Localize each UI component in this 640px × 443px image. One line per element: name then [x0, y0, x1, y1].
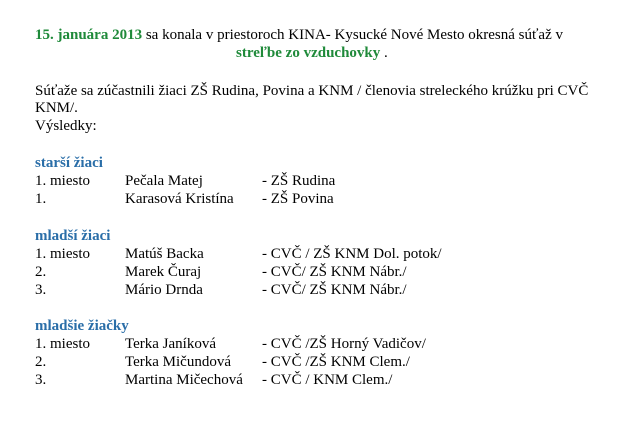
discipline-end: .: [380, 45, 388, 61]
result-row: [0, 354, 640, 371]
results-label: Výsledky:: [35, 118, 97, 134]
result-name: Matúš Backa: [125, 246, 204, 262]
result-name: Karasová Kristína: [125, 191, 234, 207]
discipline-line: [236, 45, 388, 62]
result-place: 1. miesto: [35, 173, 90, 189]
result-row: [0, 336, 640, 353]
result-place: 1.: [35, 191, 47, 207]
intro-line: [35, 27, 563, 44]
result-row: [0, 191, 640, 208]
result-school: - CVČ / ZŠ KNM Dol. potok/: [262, 246, 442, 262]
section-title-mladsie-ziacky: mladšie žiačky: [35, 318, 129, 334]
result-name: Terka Janíková: [125, 336, 216, 352]
result-school: - CVČ/ ZŠ KNM Nábr./: [262, 282, 407, 298]
result-place: 2.: [35, 264, 47, 280]
result-school: - ZŠ Povina: [262, 191, 334, 207]
result-school: - ZŠ Rudina: [262, 173, 336, 189]
result-name: Terka Mičundová: [125, 354, 231, 370]
participants-line-1: Súťaže sa zúčastnili žiaci ZŠ Rudina, Povina a KNM / členovia streleckého krúžku pri CVČ: [35, 83, 589, 99]
result-school: - CVČ / KNM Clem./: [262, 372, 393, 388]
result-name: Marek Čuraj: [125, 264, 202, 280]
result-name: Martina Mičechová: [125, 372, 243, 388]
result-row: [0, 282, 640, 299]
result-row: [0, 264, 640, 281]
result-row: [0, 372, 640, 389]
result-school: - CVČ /ZŠ Horný Vadičov/: [262, 336, 426, 352]
result-place: 2.: [35, 354, 47, 370]
result-place: 1. miesto: [35, 246, 90, 262]
result-name: Pečala Matej: [125, 173, 203, 189]
section-title-starsi-ziaci: starší žiaci: [35, 155, 103, 171]
section-title-mladsi-ziaci: mladší žiaci: [35, 228, 111, 244]
result-place: 3.: [35, 372, 47, 388]
result-name: Mário Drnda: [125, 282, 203, 298]
result-place: 1. miesto: [35, 336, 90, 352]
result-school: - CVČ /ZŠ KNM Clem./: [262, 354, 410, 370]
result-row: [0, 246, 640, 263]
result-row: [0, 173, 640, 190]
event-date: 15. januára 2013: [35, 27, 143, 43]
result-school: - CVČ/ ZŠ KNM Nábr./: [262, 264, 407, 280]
result-place: 3.: [35, 282, 47, 298]
event-discipline: streľbe zo vzduchovky: [236, 45, 381, 61]
intro-text: sa konala v priestoroch KINA- Kysucké Nové Mesto okresná súťaž v: [142, 27, 563, 43]
participants-line-2: KNM/.: [35, 100, 78, 116]
